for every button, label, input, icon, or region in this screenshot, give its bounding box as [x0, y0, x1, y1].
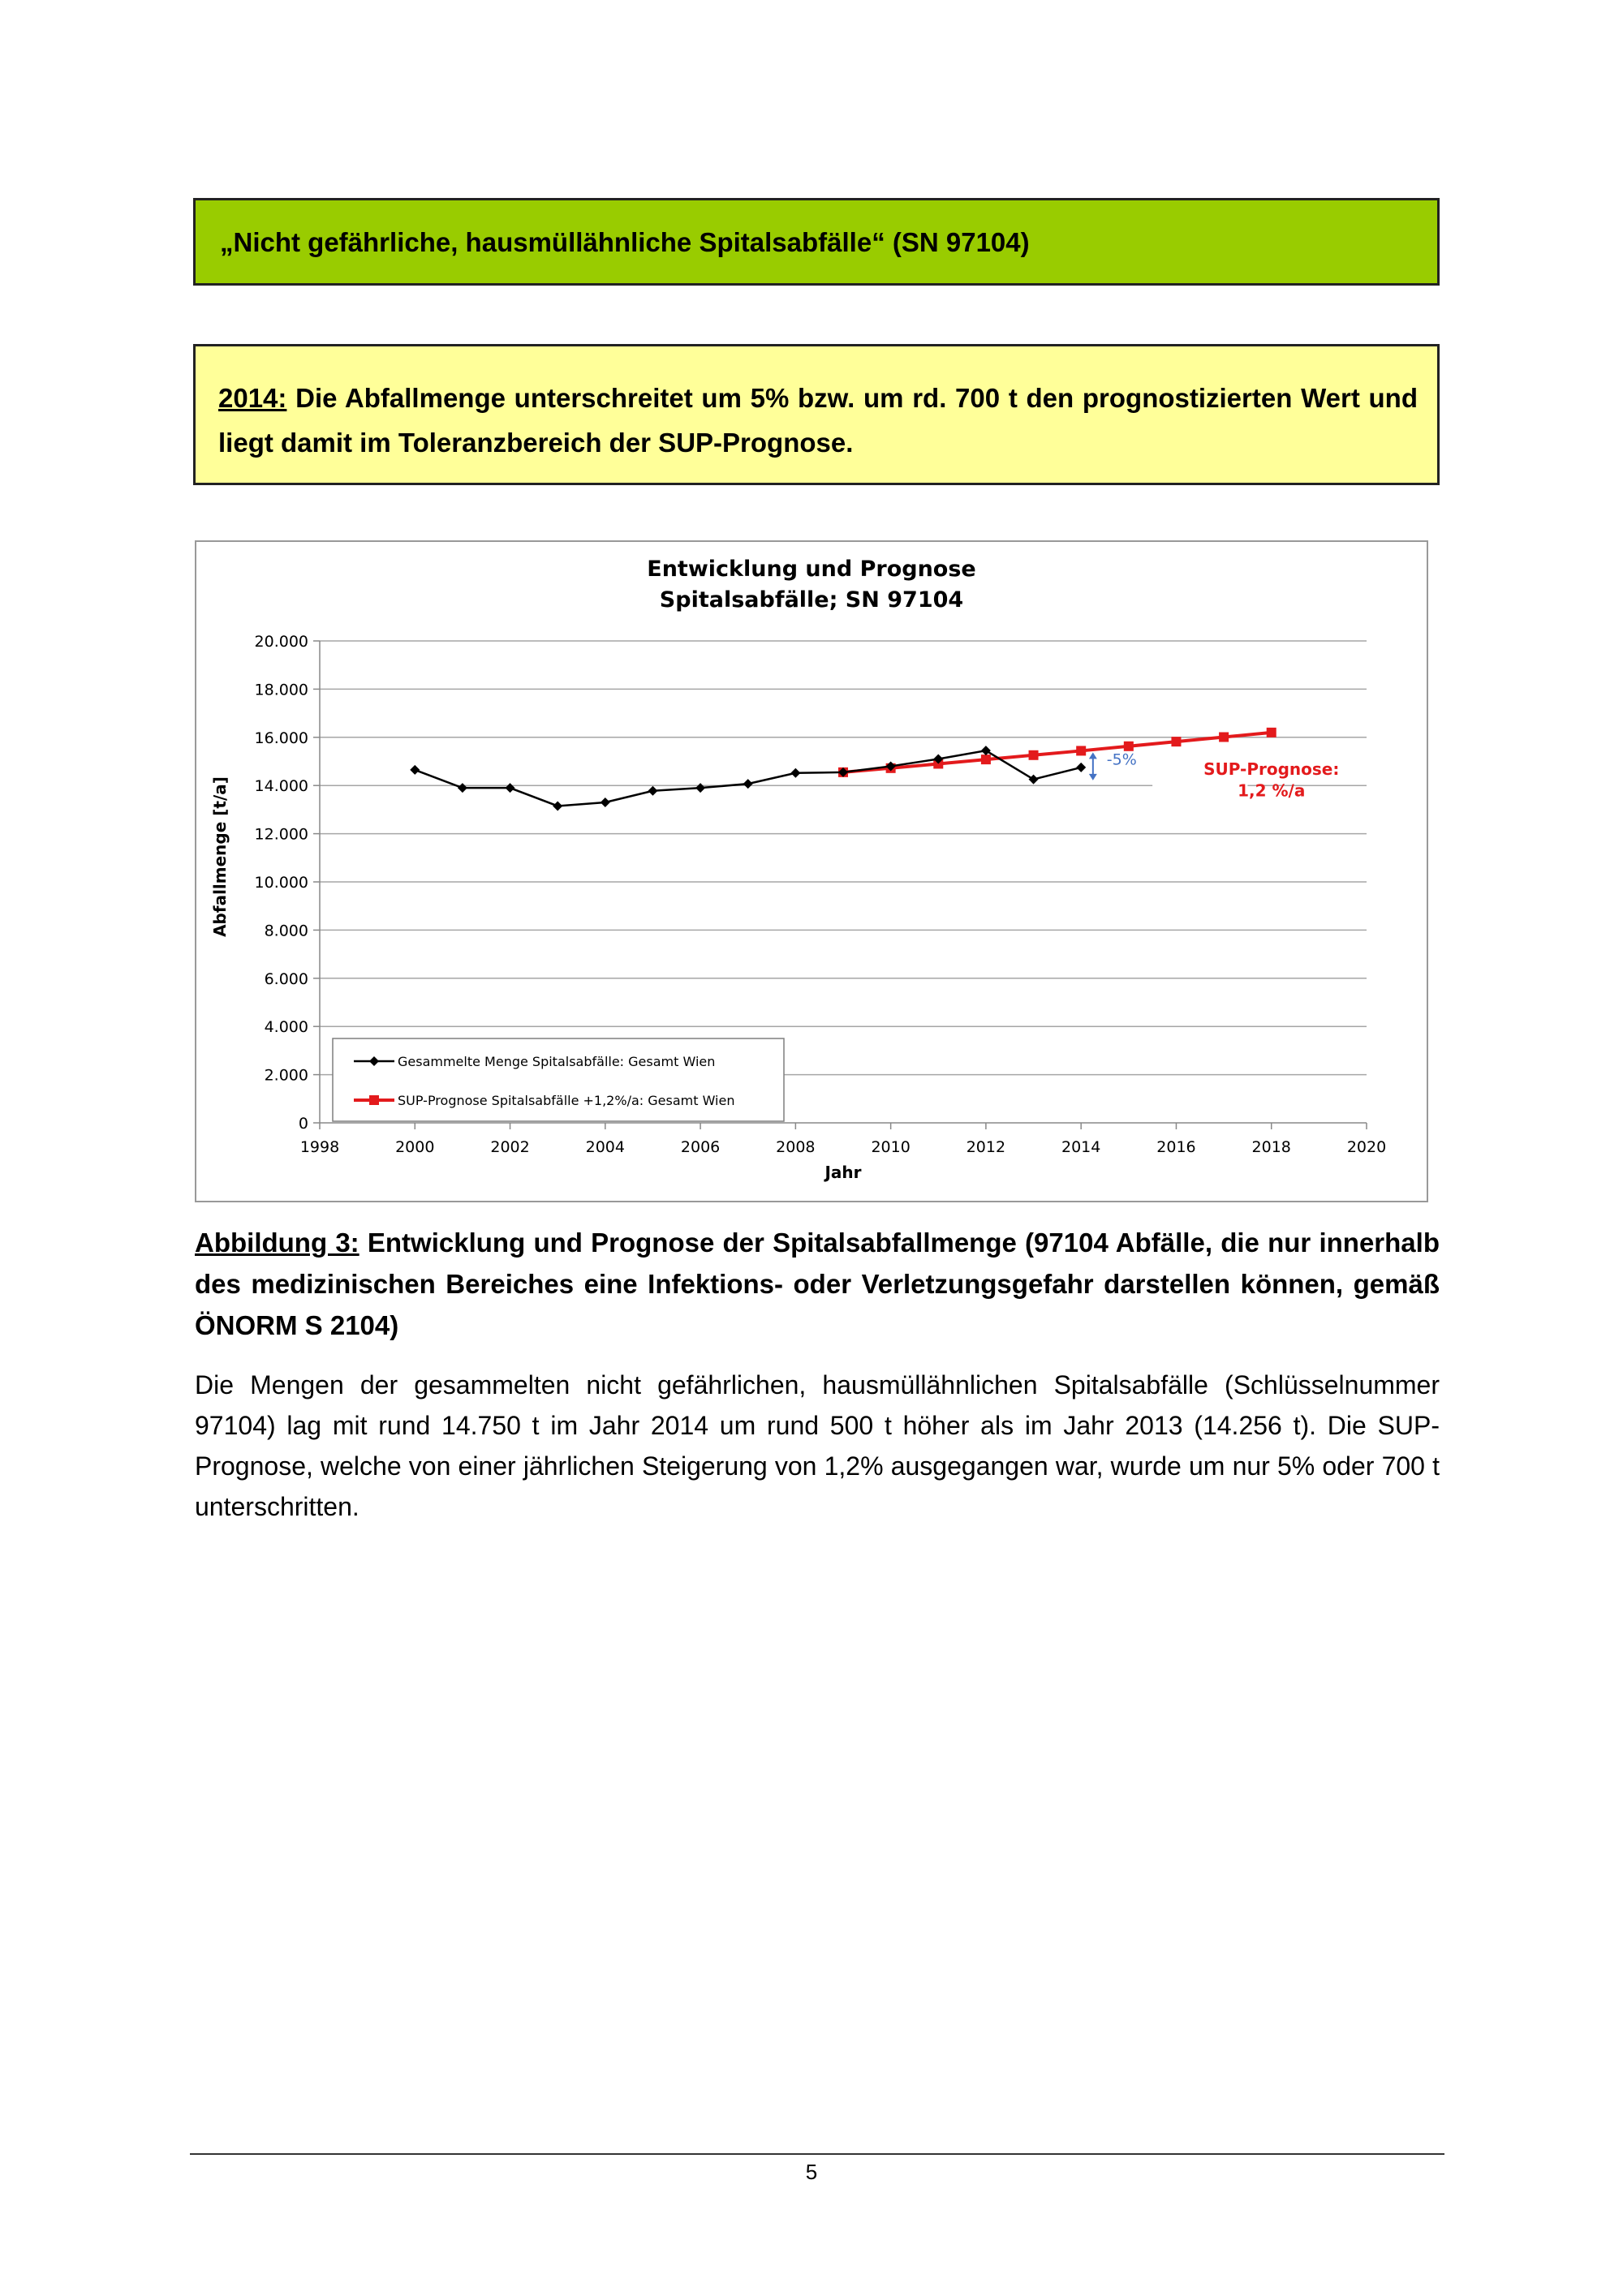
- y-axis-label: Abfallmenge [t/a]: [210, 776, 230, 937]
- y-tick-label: 2.000: [264, 1066, 308, 1085]
- data-point: [790, 768, 800, 778]
- y-tick-label: 8.000: [264, 922, 308, 940]
- legend-marker: [369, 1095, 379, 1105]
- body-paragraph: Die Mengen der gesammelten nicht gefährlichen, hausmüllähnlichen Spitalsabfälle (Schlüsselnummer 97104) lag mit rund 14.750 t im Jahr 2014 um rund 500 t höher als im Jahr 2013 (14.256 t). Die SUP-Prognose, welche von einer jährlichen Steigerung von 1,2% ausgegangen war, wurde um nur 5% oder 700 t unterschritten.: [195, 1370, 1440, 1521]
- arrow-head-up: [1089, 752, 1097, 759]
- y-tick-label: 6.000: [264, 970, 308, 988]
- x-tick-label: 2004: [585, 1138, 625, 1156]
- annotation-minus-five-percent: -5%: [1106, 750, 1137, 769]
- page-number: 5: [805, 2160, 818, 2184]
- arrow-head-down: [1089, 774, 1097, 780]
- data-point: [648, 786, 657, 796]
- data-point: [1029, 750, 1039, 760]
- x-tick-label: 2012: [966, 1138, 1006, 1156]
- data-point: [1076, 763, 1086, 772]
- chart-title-line1: Entwicklung und Prognose: [647, 557, 976, 582]
- x-axis-label: Jahr: [824, 1163, 862, 1182]
- x-tick-label: 2008: [776, 1138, 816, 1156]
- legend-label: Gesammelte Menge Spitalsabfälle: Gesamt Wien: [398, 1054, 716, 1069]
- figure-caption: [195, 1222, 1440, 1346]
- y-tick-label: 0: [298, 1115, 308, 1133]
- data-point: [743, 779, 753, 789]
- x-tick-label: 2006: [680, 1138, 721, 1156]
- y-tick-label: 4.000: [264, 1018, 308, 1037]
- data-point: [601, 798, 610, 807]
- summary-year-label: 2014:: [218, 383, 287, 413]
- x-tick-label: 2014: [1061, 1138, 1101, 1156]
- caption-label: Abbildung 3:: [195, 1228, 359, 1258]
- x-tick-label: 2020: [1346, 1138, 1387, 1156]
- y-tick-label: 10.000: [254, 874, 308, 892]
- data-point: [1171, 737, 1181, 746]
- legend-label: SUP-Prognose Spitalsabfälle +1,2%/a: Gesamt Wien: [398, 1093, 735, 1108]
- caption-text: Entwicklung und Prognose der Spitalsabfallmenge (97104 Abfälle, die nur innerhalb des medizinischen Bereiches eine Infektions- oder Verletzungsgefahr darstellen können, gemäß ÖNORM S 2104): [195, 1228, 1440, 1340]
- y-tick-label: 18.000: [254, 681, 308, 699]
- y-tick-label: 20.000: [254, 633, 308, 651]
- data-point: [695, 783, 705, 793]
- x-tick-label: 1998: [299, 1138, 340, 1156]
- data-point: [1219, 733, 1229, 742]
- section-header: „Nicht gefährliche, hausmüllähnliche Spitalsabfälle“ (SN 97104): [220, 227, 1030, 257]
- summary-box: [193, 344, 1440, 485]
- line-chart: [196, 542, 1427, 1201]
- annotation-sup-prognose: SUP-Prognose:: [1203, 759, 1340, 779]
- x-tick-label: 2002: [490, 1138, 530, 1156]
- data-point: [1267, 728, 1276, 737]
- y-tick-label: 14.000: [254, 777, 308, 796]
- data-point: [506, 783, 515, 793]
- chart-frame: [195, 540, 1428, 1202]
- x-tick-label: 2010: [871, 1138, 911, 1156]
- data-point: [410, 765, 420, 775]
- x-tick-label: 2018: [1251, 1138, 1291, 1156]
- y-tick-label: 16.000: [254, 729, 308, 747]
- data-point: [553, 801, 562, 810]
- y-tick-label: 12.000: [254, 825, 308, 844]
- x-tick-label: 2000: [395, 1138, 435, 1156]
- data-point: [458, 783, 467, 793]
- data-point: [1124, 742, 1134, 751]
- chart-title-line2: Spitalsabfälle; SN 97104: [659, 587, 964, 613]
- legend-box: [333, 1038, 784, 1121]
- annotation-rate: 1,2 %/a: [1238, 780, 1306, 801]
- summary-text: Die Abfallmenge unterschreitet um 5% bzw. um rd. 700 t den prognostizierten Wert und liegt damit im Toleranzbereich der SUP-Prognose.: [218, 383, 1418, 458]
- data-point: [981, 746, 991, 755]
- data-point: [981, 755, 991, 764]
- x-tick-label: 2016: [1156, 1138, 1196, 1156]
- footer-divider: [190, 2153, 1444, 2155]
- data-point: [1076, 746, 1086, 755]
- summary-paragraph: [218, 376, 1418, 465]
- section-header-box: [193, 198, 1440, 286]
- data-point: [1029, 775, 1039, 785]
